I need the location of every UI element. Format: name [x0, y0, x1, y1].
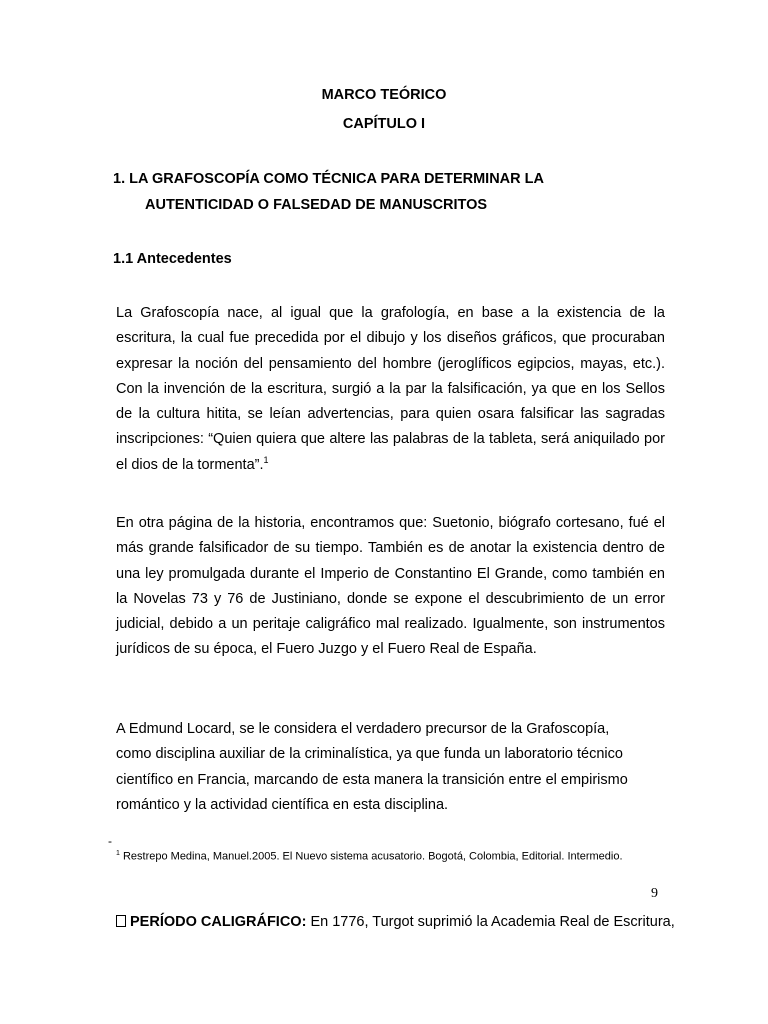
paragraph-2: En otra página de la historia, encontramos que: Suetonio, biógrafo cortesano, fué el más grande falsificador de su tiempo. También es de anotar la existencia dentro de una ley promulgada durante el Imperio de Constantino El Grande, como también en la Novelas 73 y 76 de Justiniano, donde se expone el descubrimiento de un error judicial, debido a un peritaje caligráfico mal realizado. Igualmente, son instrumentos jurídicos de su época, el Fuero Juzgo y el Fuero Real de España.	[116, 515, 665, 658]
footnote-reference: 1	[263, 454, 269, 465]
footnote-marker: 1	[116, 850, 120, 857]
chapter-heading-line2: AUTENTICIDAD O FALSEDAD DE MANUSCRITOS	[145, 197, 488, 213]
section-title: 1.1 Antecedentes	[113, 251, 232, 267]
paragraph-3-line: como disciplina auxiliar de la criminalística, ya que funda un laboratorio técnico	[116, 746, 623, 763]
checkbox-bullet-icon	[116, 915, 126, 927]
next-page-line	[116, 914, 675, 930]
next-page-label: PERÍODO CALIGRÁFICO:	[130, 914, 307, 930]
chapter-heading-line1: 1. LA GRAFOSCOPÍA COMO TÉCNICA PARA DETERMINAR LA	[113, 171, 544, 187]
paragraph-3-line: científico en Francia, marcando de esta manera la transición entre el empirismo	[116, 771, 628, 788]
document-title: MARCO TEÓRICO	[321, 87, 447, 103]
paragraph-3	[116, 717, 665, 818]
footnote	[116, 850, 623, 863]
paragraph-3-line: romántico y la actividad científica en esta disciplina.	[116, 796, 449, 813]
next-page-text: En 1776, Turgot suprimió la Academia Real de Escritura,	[306, 914, 675, 930]
chapter-label: CAPÍTULO I	[342, 116, 426, 132]
footnote-separator: -	[108, 834, 112, 848]
chapter-heading	[113, 166, 544, 218]
paragraph-1-text: La Grafoscopía nace, al igual que la grafología, en base a la existencia de la escritura, la cual fue precedida por el dibujo y los diseños gráficos, que procuraban expresar la noción del pensamiento del hombre (jeroglíficos egipcios, mayas, etc.). Con la invención de la escritura, surgió a la par la falsificación, ya que en los Sellos de la cultura hitita, se leían advertencias, para quien osara falsificar las sagradas inscripciones: “Quien quiera que altere las palabras de la tableta, será aniquilado por el dios de la tormenta”.	[116, 305, 665, 473]
paragraph-1	[116, 301, 665, 478]
footnote-text: Restrepo Medina, Manuel.2005. El Nuevo sistema acusatorio. Bogotá, Colombia, Editorial. Intermedio.	[119, 850, 623, 863]
paragraph-3-line: A Edmund Locard, se le considera el verdadero precursor de la Grafoscopía,	[116, 721, 610, 737]
page-number: 9	[651, 886, 658, 901]
